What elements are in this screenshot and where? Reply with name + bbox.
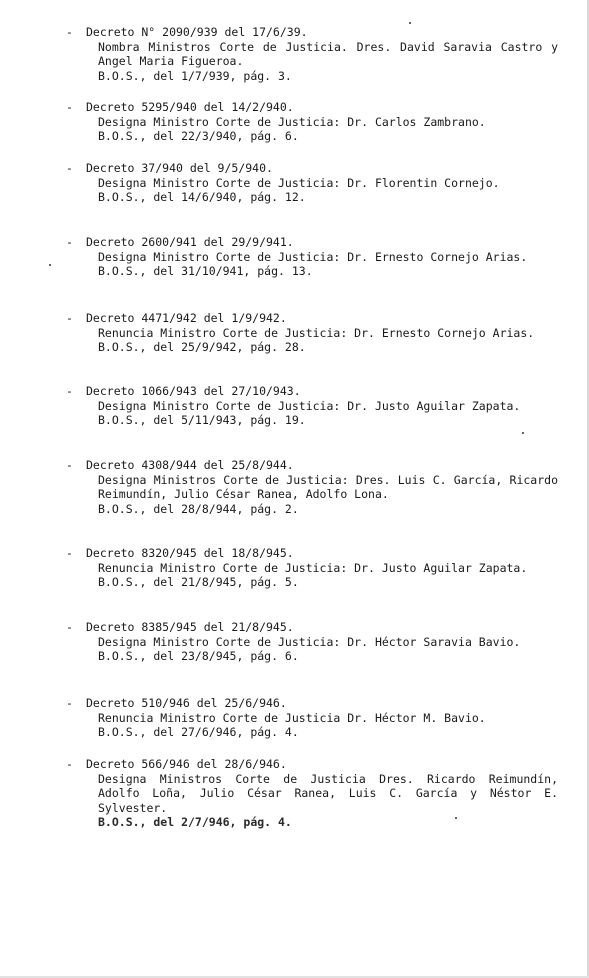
- bullet-dash: -: [66, 100, 73, 114]
- decree-entry: [66, 235, 558, 279]
- bullet-dash: -: [66, 384, 73, 398]
- decree-entry: [66, 458, 558, 516]
- bullet-dash: -: [66, 458, 73, 472]
- scan-speck: [409, 22, 411, 24]
- decree-description: Designa Ministros Corte de Justicia: Dres. Luis C. García, Ricardo Reimundín, Julio César Ranea, Adolfo Lona.: [98, 472, 558, 502]
- bullet-dash: -: [66, 311, 73, 325]
- decree-description: Renuncia Ministro Corte de Justicia Dr. Héctor M. Bavio.: [98, 710, 486, 725]
- decree-description: Renuncia Ministro Corte de Justicia: Dr. Ernesto Cornejo Arias.: [98, 325, 535, 340]
- bullet-dash: -: [66, 757, 73, 771]
- bulletin-reference: B.O.S., del 21/8/945, pág. 5.: [98, 575, 299, 590]
- decree-number: Decreto 5295/940 del 14/2/940.: [86, 100, 294, 114]
- decree-description: Designa Ministro Corte de Justicia: Dr. Florentin Cornejo.: [98, 175, 500, 190]
- scan-speck: [455, 817, 457, 819]
- scan-speck: [522, 432, 524, 434]
- decree-description: Nombra Ministros Corte de Justicia. Dres. David Saravia Castro y Angel Maria Figueroa.: [98, 39, 558, 69]
- bulletin-reference: B.O.S., del 27/6/946, pág. 4.: [98, 725, 299, 740]
- decree-number: Decreto 4308/944 del 25/8/944.: [86, 458, 294, 472]
- decree-number: Decreto 8320/945 del 18/8/945.: [86, 546, 294, 560]
- decree-entry: [66, 620, 558, 664]
- decree-number: Decreto 1066/943 del 27/10/943.: [86, 384, 301, 398]
- decree-number: Decreto 510/946 del 25/6/946.: [86, 696, 287, 710]
- bulletin-reference: B.O.S., del 25/9/942, pág. 28.: [98, 340, 306, 355]
- bullet-dash: -: [66, 25, 73, 39]
- decree-description: Designa Ministro Corte de Justicia: Dr. Carlos Zambrano.: [98, 114, 486, 129]
- decree-description: Designa Ministro Corte de Justicia: Dr. Héctor Saravia Bavio.: [98, 634, 521, 649]
- bulletin-reference: B.O.S., del 14/6/940, pág. 12.: [98, 190, 306, 205]
- decree-description: Designa Ministro Corte de Justicia: Dr. Ernesto Cornejo Arias.: [98, 249, 528, 264]
- decree-entry: [66, 696, 558, 740]
- decree-number: Decreto 566/946 del 28/6/946.: [86, 757, 287, 771]
- decree-entry: [66, 384, 558, 428]
- decree-entry: [66, 161, 558, 205]
- decree-description: Designa Ministro Corte de Justicia: Dr. Justo Aguilar Zapata.: [98, 398, 521, 413]
- bulletin-reference: B.O.S., del 23/8/945, pág. 6.: [98, 649, 299, 664]
- bulletin-reference: B.O.S., del 5/11/943, pág. 19.: [98, 413, 306, 428]
- decree-number: Decreto 2600/941 del 29/9/941.: [86, 235, 294, 249]
- decree-number: Decreto 37/940 del 9/5/940.: [86, 161, 273, 175]
- bullet-dash: -: [66, 696, 73, 710]
- bullet-dash: -: [66, 235, 73, 249]
- bullet-dash: -: [66, 546, 73, 560]
- decree-number: Decreto 4471/942 del 1/9/942.: [86, 311, 287, 325]
- decree-number: Decreto 8385/945 del 21/8/945.: [86, 620, 294, 634]
- decree-number: Decreto N° 2090/939 del 17/6/39.: [86, 25, 308, 39]
- bullet-dash: -: [66, 620, 73, 634]
- bulletin-reference: B.O.S., del 28/8/944, pág. 2.: [98, 501, 299, 516]
- bulletin-reference: B.O.S., del 22/3/940, pág. 6.: [98, 129, 299, 144]
- decree-description: Designa Ministros Corte de Justicia Dres. Ricardo Reimundín, Adolfo Loña, Julio César Ranea, Luis C. García y Néstor E. Sylvester.: [98, 771, 558, 815]
- decree-entry: [66, 25, 558, 83]
- decree-entry: [66, 546, 558, 590]
- bulletin-reference: B.O.S., del 31/10/941, pág. 13.: [98, 264, 313, 279]
- bullet-dash: -: [66, 161, 73, 175]
- decree-entry: [66, 311, 558, 355]
- decree-description: Renuncia Ministro Corte de Justicia: Dr. Justo Aguilar Zapata.: [98, 560, 528, 575]
- scan-speck: [49, 264, 51, 266]
- decree-entry: [66, 757, 558, 830]
- bulletin-reference: B.O.S., del 1/7/939, pág. 3.: [98, 68, 292, 83]
- decree-entry: [66, 100, 558, 144]
- bulletin-reference: B.O.S., del 2/7/946, pág. 4.: [98, 815, 292, 830]
